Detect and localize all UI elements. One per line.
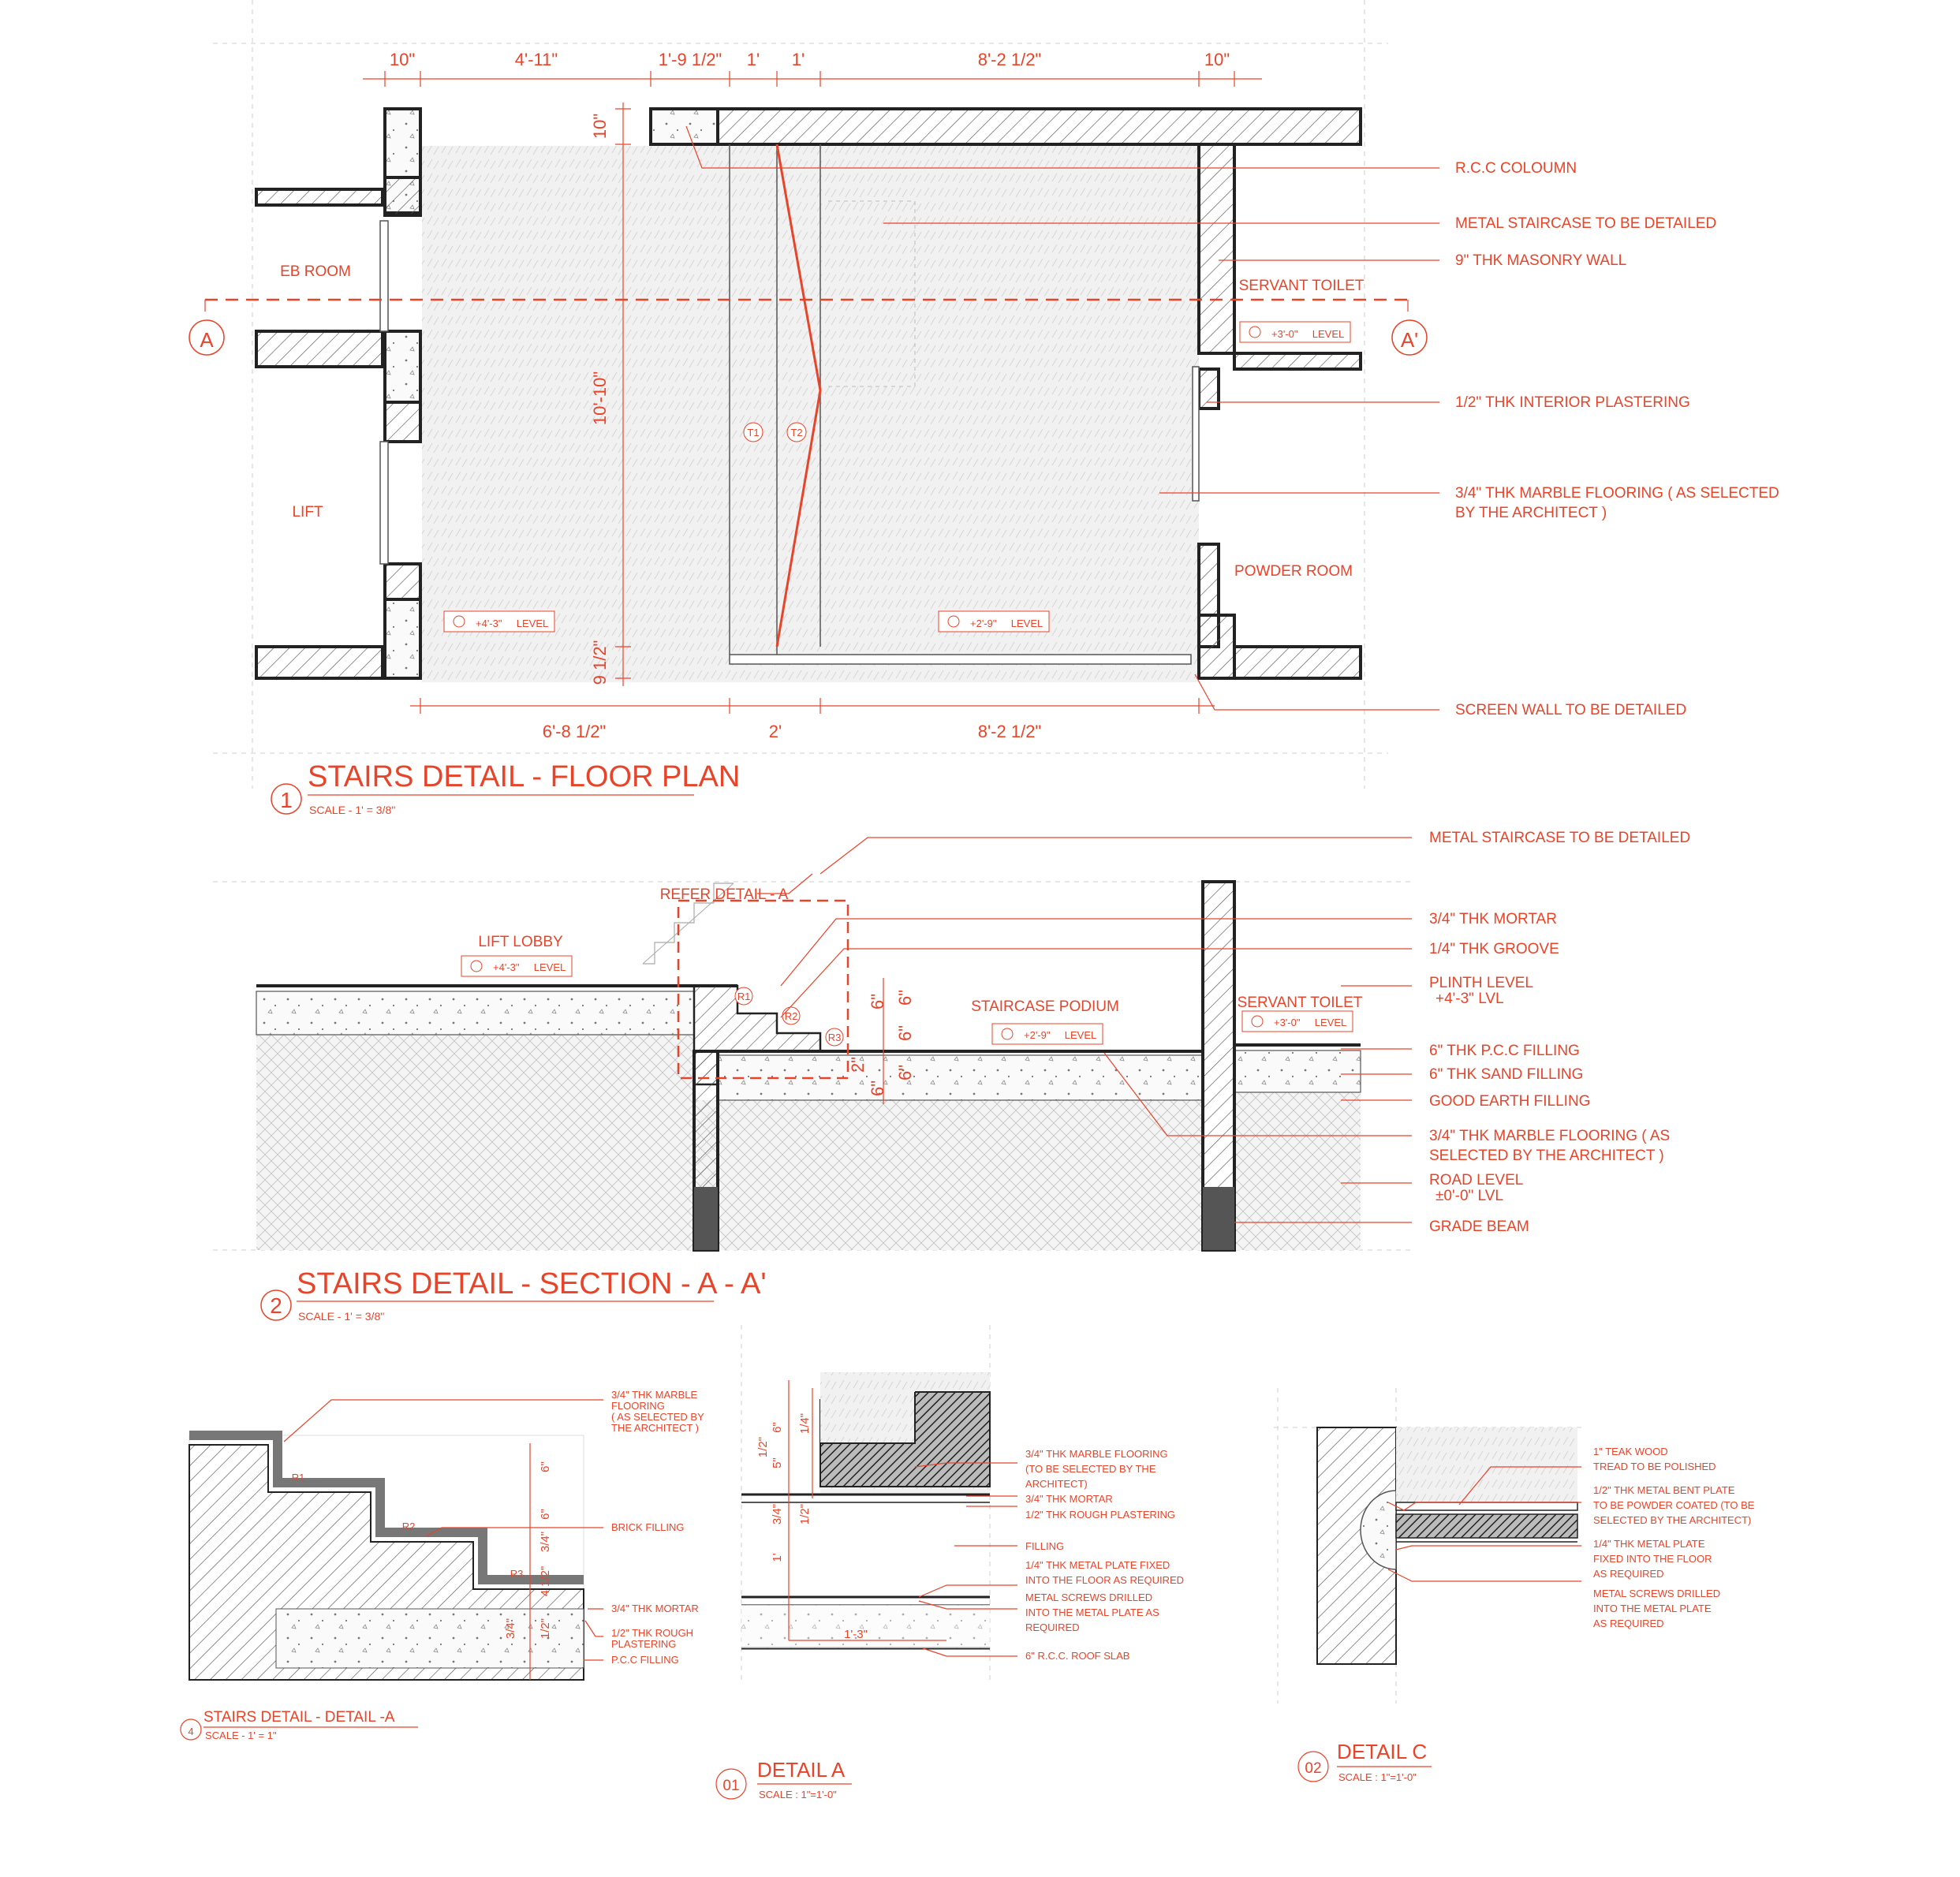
svg-text:+2'-9": +2'-9" <box>1024 1029 1051 1041</box>
da-callout-screws-2: INTO THE METAL PLATE AS <box>1025 1606 1159 1618</box>
sec-dim-1: 6" <box>895 989 915 1006</box>
da-callout-screws: METAL SCREWS DRILLED <box>1025 1592 1153 1603</box>
da-dim-4: 5" <box>771 1457 784 1468</box>
detail-4 <box>181 1389 704 1741</box>
plan-scale: SCALE - 1' = 3/8" <box>309 804 396 816</box>
da-dim-6: 1/2" <box>798 1503 812 1525</box>
section-scale: SCALE - 1' = 3/8" <box>298 1310 385 1323</box>
d4-callout-mortar: 3/4" THK MORTAR <box>611 1603 699 1614</box>
dc-callout-screws-2: INTO THE METAL PLATE <box>1593 1603 1712 1614</box>
room-powder: POWDER ROOM <box>1234 563 1353 580</box>
sec-callout-road-lvl: ±0'-0" LVL <box>1435 1188 1503 1204</box>
sec-callout-mortar: 3/4" THK MORTAR <box>1429 911 1557 927</box>
room-eb: EB ROOM <box>280 263 351 280</box>
tread-t2: T2 <box>790 427 803 438</box>
sec-dim-4: 6" <box>895 1064 915 1081</box>
da-callout-marble-3: ARCHITECT) <box>1025 1478 1088 1490</box>
sec-level-lobby <box>461 956 572 976</box>
da-dim-2: 6" <box>771 1422 784 1433</box>
callout-rcc-column: R.C.C COLOUMN <box>1455 160 1577 177</box>
da-callout-screws-3: REQUIRED <box>1025 1621 1080 1633</box>
d4-callout-as-selected: ( AS SELECTED BY <box>611 1411 704 1423</box>
sec-callout-marble-2: SELECTED BY THE ARCHITECT ) <box>1429 1147 1664 1164</box>
d4-callout-flooring: FLOORING <box>611 1400 665 1412</box>
sec-dim-2: 6" <box>868 993 887 1010</box>
da-callout-plaster: 1/2" THK ROUGH PLASTERING <box>1025 1509 1176 1521</box>
section-a-a <box>213 830 1690 1323</box>
refer-detail-a: REFER DETAIL - A <box>659 886 789 903</box>
d4-riser-r2: R2 <box>401 1521 416 1532</box>
sec-dim-5: 2" <box>848 1056 868 1073</box>
sec-callout-earth: GOOD EARTH FILLING <box>1429 1093 1591 1110</box>
svg-text:+4'-3": +4'-3" <box>476 618 502 629</box>
svg-text:LEVEL: LEVEL <box>516 618 549 629</box>
d4-dim-4: 4 1/2" <box>539 1565 552 1597</box>
dim-vert-2: 10'-10" <box>590 371 610 426</box>
plan-title: STAIRS DETAIL - FLOOR PLAN <box>308 760 741 793</box>
da-callout-mortar: 3/4" THK MORTAR <box>1025 1493 1113 1505</box>
sec-callout-groove: 1/4" THK GROOVE <box>1429 941 1559 957</box>
sec-callout-plinth-lvl: +4'-3" LVL <box>1435 991 1504 1007</box>
section-number: 2 <box>270 1293 282 1318</box>
da-callout-marble-2: (TO BE SELECTED BY THE <box>1025 1463 1156 1475</box>
dc-callout-bent: 1/2" THK METAL BENT PLATE <box>1593 1484 1735 1496</box>
riser-r2: R2 <box>784 1010 798 1022</box>
d4-dim-5: 3/4" <box>504 1618 517 1640</box>
detail-a <box>716 1325 1184 1801</box>
d4-dim-3: 3/4" <box>539 1531 552 1553</box>
label-staircase-podium: STAIRCASE PODIUM <box>971 998 1119 1015</box>
da-scale: SCALE : 1"=1'-0" <box>759 1789 837 1801</box>
sec-callout-pcc: 6" THK P.C.C FILLING <box>1429 1043 1580 1059</box>
dim-top-4: 1' <box>746 50 760 69</box>
sec-callout-plinth: PLINTH LEVEL <box>1429 975 1533 991</box>
callout-masonry-wall: 9" THK MASONRY WALL <box>1455 252 1627 269</box>
room-servant-toilet: SERVANT TOILET <box>1238 278 1365 294</box>
d4-callout-brick: BRICK FILLING <box>611 1521 685 1533</box>
section-title: STAIRS DETAIL - SECTION - A - A' <box>297 1267 767 1300</box>
sec-level-toilet <box>1242 1011 1353 1032</box>
dim-top-7: 10" <box>1204 50 1230 69</box>
dim-bottom-1: 6'-8 1/2" <box>542 722 607 741</box>
floor-plan <box>189 0 1779 816</box>
sec-callout-sand: 6" THK SAND FILLING <box>1429 1066 1584 1083</box>
section-marker-a: A <box>200 328 214 352</box>
label-servant-toilet: SERVANT TOILET <box>1237 994 1363 1011</box>
dim-bottom-3: 8'-2 1/2" <box>977 722 1042 741</box>
da-callout-filling: FILLING <box>1025 1540 1065 1552</box>
d4-dim-1: 6" <box>539 1461 552 1472</box>
svg-text:+4'-3": +4'-3" <box>493 961 520 973</box>
da-dim-3: 1/4" <box>798 1412 812 1435</box>
svg-text:LEVEL: LEVEL <box>1312 328 1345 340</box>
da-callout-plate-2: INTO THE FLOOR AS REQUIRED <box>1025 1574 1185 1586</box>
d4-title: STAIRS DETAIL - DETAIL -A <box>203 1709 395 1726</box>
dc-callout-plate-3: AS REQUIRED <box>1593 1568 1664 1580</box>
dc-callout-screws: METAL SCREWS DRILLED <box>1593 1588 1721 1599</box>
dc-scale: SCALE : 1"=1'-0" <box>1338 1771 1417 1783</box>
d4-callout-pcc: P.C.C FILLING <box>611 1654 679 1666</box>
level-tag-toilet <box>1240 322 1350 342</box>
d4-callout-architect: THE ARCHITECT ) <box>611 1422 699 1434</box>
riser-r3: R3 <box>827 1032 842 1043</box>
section-marker-a-prime: A' <box>1400 328 1419 352</box>
dc-number: 02 <box>1305 1760 1322 1777</box>
label-lift-lobby: LIFT LOBBY <box>478 934 563 950</box>
d4-riser-r3: R3 <box>510 1568 524 1580</box>
svg-text:+3'-0": +3'-0" <box>1274 1017 1301 1028</box>
dim-bottom-2: 2' <box>768 722 782 741</box>
da-number: 01 <box>722 1778 740 1794</box>
dim-top-5: 1' <box>791 50 805 69</box>
callout-marble-flooring: 3/4" THK MARBLE FLOORING ( AS SELECTED <box>1455 485 1779 502</box>
da-dim-1: 1/2" <box>756 1436 770 1458</box>
sec-callout-road: ROAD LEVEL <box>1429 1172 1524 1189</box>
room-lift: LIFT <box>292 504 323 521</box>
d4-scale: SCALE - 1' = 1" <box>205 1730 277 1741</box>
da-dim-7: 1' <box>771 1553 784 1562</box>
dim-top-1: 10" <box>389 50 416 69</box>
d4-dim-2: 6" <box>539 1509 552 1520</box>
da-dim-5: 3/4" <box>771 1503 784 1525</box>
dc-callout-bent-3: SELECTED BY THE ARCHITECT) <box>1593 1514 1752 1526</box>
sec-level-podium <box>992 1024 1103 1044</box>
detail-c <box>1274 1388 1755 1783</box>
sec-callout-metal-staircase: METAL STAIRCASE TO BE DETAILED <box>1429 830 1691 846</box>
dc-callout-plate: 1/4" THK METAL PLATE <box>1593 1538 1705 1550</box>
sec-callout-grade-beam: GRADE BEAM <box>1429 1218 1529 1235</box>
d4-callout-marble: 3/4" THK MARBLE <box>611 1389 698 1401</box>
d4-callout-plaster: 1/2" THK ROUGH <box>611 1627 694 1639</box>
da-callout-slab: 6" R.C.C. ROOF SLAB <box>1025 1650 1130 1662</box>
da-callout-plate: 1/4" THK METAL PLATE FIXED <box>1025 1559 1170 1571</box>
callout-marble-flooring-2: BY THE ARCHITECT ) <box>1455 505 1607 521</box>
d4-callout-plaster-2: PLASTERING <box>611 1638 677 1650</box>
sec-dim-3: 6" <box>895 1024 915 1042</box>
dim-top-3: 1'-9 1/2" <box>658 50 722 69</box>
callout-metal-staircase: METAL STAIRCASE TO BE DETAILED <box>1455 215 1717 232</box>
dc-callout-bent-2: TO BE POWDER COATED (TO BE <box>1593 1499 1755 1511</box>
d4-riser-r1: R1 <box>291 1472 305 1483</box>
svg-text:LEVEL: LEVEL <box>1064 1029 1097 1041</box>
da-callout-marble: 3/4" THK MARBLE FLOORING <box>1025 1448 1168 1460</box>
level-tag-lobby <box>444 611 554 632</box>
dc-callout-teak: 1" TEAK WOOD <box>1593 1446 1668 1457</box>
riser-r1: R1 <box>737 991 751 1002</box>
callout-plastering: 1/2" THK INTERIOR PLASTERING <box>1455 394 1690 411</box>
level-tag-podium <box>939 611 1049 632</box>
dim-top-2: 4'-11" <box>514 50 558 69</box>
tread-t1: T1 <box>747 427 760 438</box>
svg-text:LEVEL: LEVEL <box>1314 1017 1347 1028</box>
dim-vert-1: 10" <box>590 113 610 140</box>
dc-callout-teak-2: TREAD TO BE POLISHED <box>1593 1461 1716 1472</box>
dim-top-6: 8'-2 1/2" <box>977 50 1042 69</box>
dc-title: DETAIL C <box>1337 1740 1428 1763</box>
dim-vert-3: 9 1/2" <box>590 640 610 685</box>
svg-text:+3'-0": +3'-0" <box>1271 328 1298 340</box>
sec-callout-marble: 3/4" THK MARBLE FLOORING ( AS <box>1429 1128 1671 1144</box>
d4-number: 4 <box>188 1726 194 1737</box>
da-dim-8: 1'-3" <box>844 1628 868 1641</box>
callout-screen-wall: SCREEN WALL TO BE DETAILED <box>1455 702 1687 718</box>
d4-dim-6: 1/2" <box>539 1618 552 1640</box>
da-title: DETAIL A <box>757 1758 846 1782</box>
dc-callout-screws-3: AS REQUIRED <box>1593 1618 1664 1629</box>
svg-text:LEVEL: LEVEL <box>533 961 566 973</box>
sec-dim-6: 6" <box>868 1080 887 1097</box>
plan-number: 1 <box>280 788 293 812</box>
dc-callout-plate-2: FIXED INTO THE FLOOR <box>1593 1553 1712 1565</box>
svg-text:+2'-9": +2'-9" <box>970 618 997 629</box>
svg-text:LEVEL: LEVEL <box>1010 618 1043 629</box>
